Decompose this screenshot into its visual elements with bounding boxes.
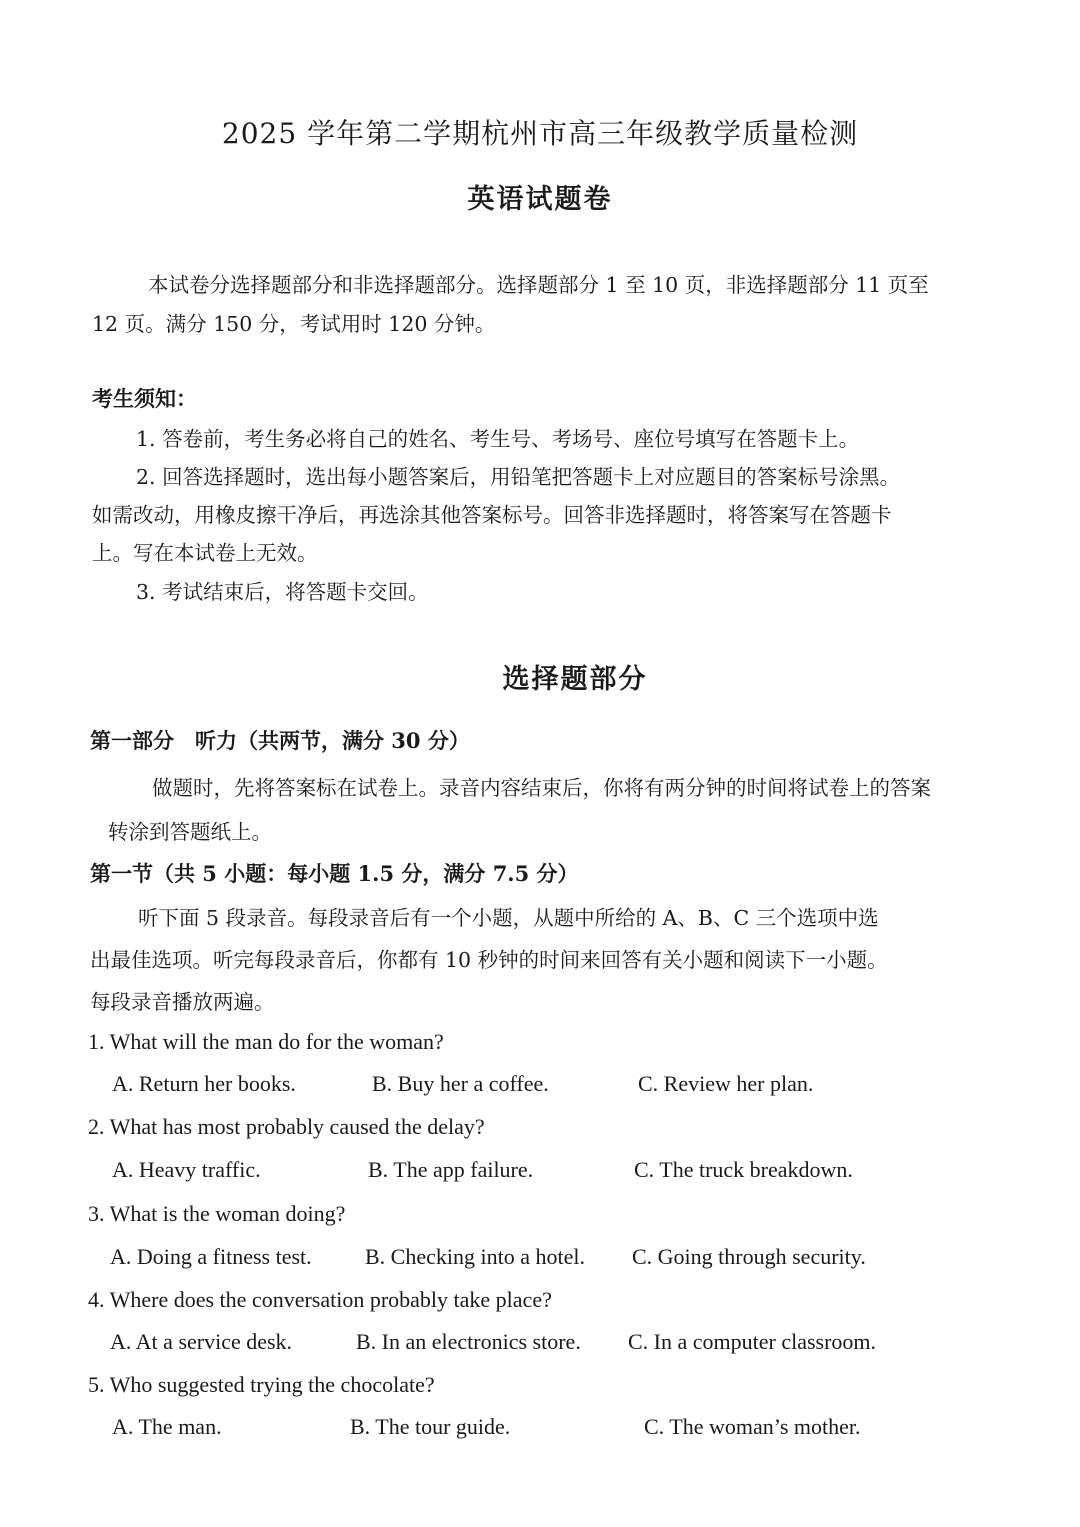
sub1-instruction-line-2: 出最佳选项。听完每段录音后，你都有 10 秒钟的时间来回答有关小题和阅读下一小题。 xyxy=(90,948,888,972)
notice-item-2-line-1: 2. 回答选择题时，选出每小题答案后，用铅笔把答题卡上对应题目的答案标号涂黑。 xyxy=(136,465,901,489)
question-5-option-a: A. The man. xyxy=(112,1414,222,1439)
exam-subtitle: 英语试题卷 xyxy=(467,184,613,215)
question-5-option-c: C. The woman’s mother. xyxy=(644,1414,861,1439)
section-title: 选择题部分 xyxy=(502,664,648,695)
question-3-option-c: C. Going through security. xyxy=(632,1244,866,1269)
question-2-stem: 2. What has most probably caused the delay? xyxy=(88,1114,485,1139)
question-4-option-c: C. In a computer classroom. xyxy=(628,1329,877,1354)
question-1-option-a: A. Return her books. xyxy=(112,1071,296,1096)
exam-title: 2025 学年第二学期杭州市高三年级教学质量检测 xyxy=(221,117,859,150)
question-3-option-b: B. Checking into a hotel. xyxy=(365,1244,585,1269)
sub1-instruction-line-1: 听下面 5 段录音。每段录音后有一个小题，从题中所给的 A、B、C 三个选项中选 xyxy=(138,906,879,930)
notice-item-2-line-2: 如需改动，用橡皮擦干净后，再选涂其他答案标号。回答非选择题时，将答案写在答题卡 xyxy=(92,503,892,527)
part1-instruction-line-2: 转涂到答题纸上。 xyxy=(108,820,272,844)
question-3-option-a: A. Doing a fitness test. xyxy=(110,1244,312,1269)
question-4-option-a: A. At a service desk. xyxy=(110,1329,293,1354)
intro-line-1: 本试卷分选择题部分和非选择题部分。选择题部分 1 至 10 页，非选择题部分 11 页至 xyxy=(148,273,929,297)
question-4-option-b: B. In an electronics store. xyxy=(356,1329,581,1354)
question-1-option-b: B. Buy her a coffee. xyxy=(372,1071,549,1096)
notice-item-2-line-3: 上。写在本试卷上无效。 xyxy=(92,541,318,565)
question-5-stem: 5. Who suggested trying the chocolate? xyxy=(88,1372,435,1397)
part1-heading: 第一部分 听力（共两节，满分 30 分） xyxy=(90,728,470,753)
sub1-instruction-line-3: 每段录音播放两遍。 xyxy=(90,990,275,1014)
question-2-option-c: C. The truck breakdown. xyxy=(634,1157,853,1182)
question-1-option-c: C. Review her plan. xyxy=(638,1071,814,1096)
question-1-stem: 1. What will the man do for the woman? xyxy=(88,1029,444,1054)
question-3-stem: 3. What is the woman doing? xyxy=(88,1201,346,1226)
intro-line-2: 12 页。满分 150 分，考试用时 120 分钟。 xyxy=(92,312,496,336)
sub1-heading: 第一节（共 5 小题：每小题 1.5 分，满分 7.5 分） xyxy=(90,861,579,886)
notice-item-1: 1. 答卷前，考生务必将自己的姓名、考生号、考场号、座位号填写在答题卡上。 xyxy=(136,427,860,451)
question-2-option-b: B. The app failure. xyxy=(368,1157,534,1182)
notice-heading: 考生须知： xyxy=(92,386,197,411)
question-4-stem: 4. Where does the conversation probably take place? xyxy=(88,1287,552,1312)
part1-instruction-line-1: 做题时，先将答案标在试卷上。录音内容结束后，你将有两分钟的时间将试卷上的答案 xyxy=(152,776,931,800)
question-2-option-a: A. Heavy traffic. xyxy=(112,1157,261,1182)
notice-item-3: 3. 考试结束后，将答题卡交回。 xyxy=(136,580,429,604)
question-5-option-b: B. The tour guide. xyxy=(350,1414,511,1439)
